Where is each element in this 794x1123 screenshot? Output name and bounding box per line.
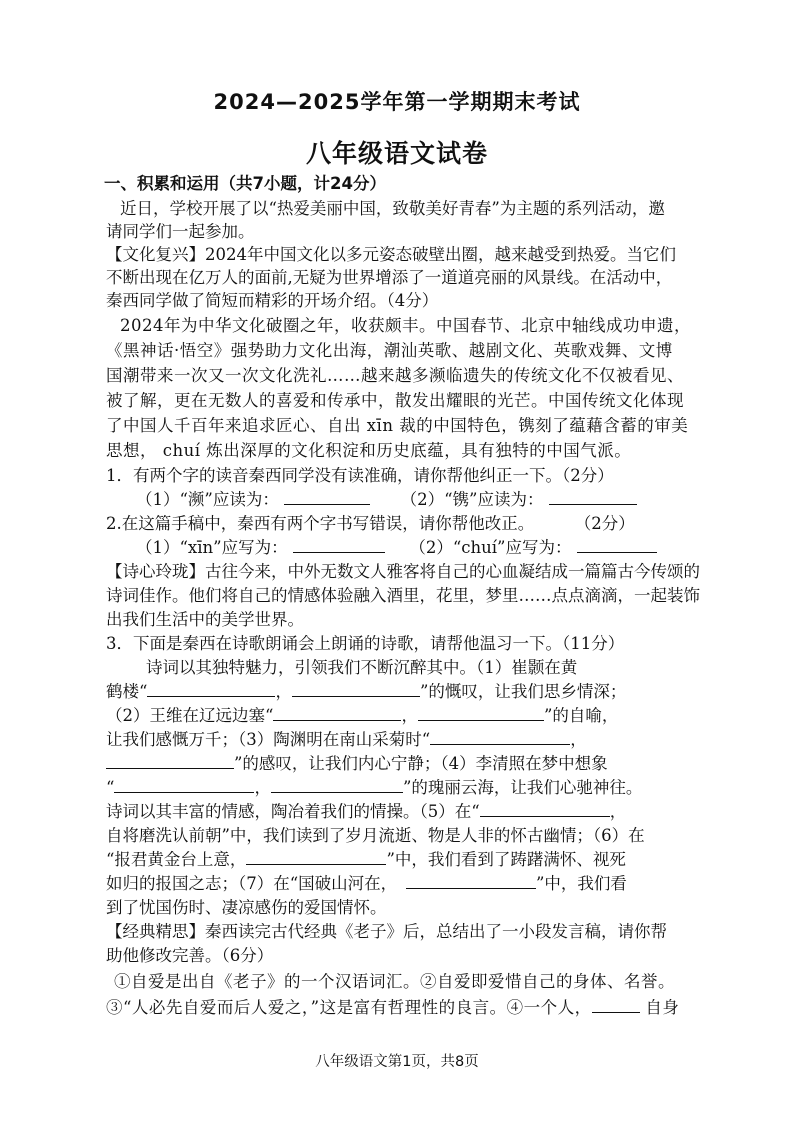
q3-line-5: [106, 752, 706, 776]
handwritten-line-5: 了中国人千百年来追求匠心、自出 xīn 裁的中国特色，镌刻了蕴藉含蓄的审美: [106, 416, 689, 435]
q3-text: “: [106, 778, 115, 797]
q3-line-10-cont: [108, 872, 708, 896]
q3-line-4: [106, 728, 706, 752]
q3-line-2: [106, 680, 706, 704]
poem-blank[interactable]: [246, 848, 386, 865]
poem-blank[interactable]: [147, 680, 275, 697]
q3-text: （2）王维在辽远边塞“: [106, 706, 274, 725]
q3-text: ”中，我们看到了踌躇满怀、视死: [386, 850, 626, 869]
q1-stem: 1．有两个字的读音秦西同学没有读准确，请你帮他纠正一下。（2分）: [106, 466, 614, 485]
classic-line-2: 助他修改完善。（6分）: [106, 946, 274, 965]
intro-line-1: 近日，学校开展了以“热爱美丽中国，致敬美好青春”为主题的系列活动，邀: [120, 199, 665, 218]
classic-handwritten-2: [106, 996, 706, 1020]
q3-line-6: [106, 776, 706, 800]
q3-text: ”的慨叹，让我们思乡情深；: [419, 682, 627, 701]
q3-text: ”的自喻，: [543, 706, 619, 725]
poem-blank[interactable]: [114, 776, 254, 793]
q3-text: ，: [275, 682, 292, 701]
q2-score: （2分）: [574, 514, 635, 533]
q1-item-2-label: （2）“镌”应读为：: [400, 490, 544, 509]
q2-items: [136, 536, 736, 560]
q2-stem-text: 2.在这篇手稿中，秦西有两个字书写错误，请你帮他改正。: [106, 514, 535, 533]
handwritten-line-4: 被了解，更在无数人的喜爱和传承中，散发出耀眼的光芒。中国传统文化体现: [106, 391, 684, 410]
q3-text: ，: [401, 706, 418, 725]
handwritten-line-1: 2024年为中华文化破圈之年，收获颇丰。中国春节、北京中轴线成功申遗，: [120, 316, 691, 335]
exam-title: 2024—2025学年第一学期期末考试: [213, 90, 581, 114]
poem-blank[interactable]: [273, 704, 401, 721]
q3-text: “报君黄金台上意，: [106, 850, 247, 869]
q3-line-1: 诗词以其独特魅力，引领我们不断沉醉其中。（1）崔颢在黄: [146, 658, 578, 677]
classic-line-1: 【经典精思】秦西读完古代经典《老子》后，总结出了一小段发言稿，请你帮: [106, 922, 667, 941]
q3-line-3: [106, 704, 706, 728]
q3-line-9: [106, 848, 706, 872]
q2-answer-blank-2[interactable]: [577, 536, 657, 553]
poem-blank[interactable]: [430, 728, 570, 745]
q3-text: ，: [254, 778, 271, 797]
paper-title: 八年级语文试卷: [305, 139, 488, 168]
culture-line-3: 秦西同学做了简短而精彩的开场介绍。（4分）: [106, 291, 439, 310]
classic-text: ③“人必先自爱而后人爱之，”这是富有哲理性的良言。④一个人，: [106, 998, 592, 1017]
section-heading: 一、积累和运用（共7小题，计24分）: [104, 174, 386, 193]
q3-line-11: 到了忧国伤时、凄凉感伤的爱国情怀。: [106, 898, 387, 917]
poem-blank[interactable]: [480, 800, 610, 817]
poem-blank[interactable]: [106, 752, 234, 769]
q2-answer-blank-1[interactable]: [293, 536, 385, 553]
q2-item-2-label: （2）“chuí”应写为：: [409, 538, 572, 557]
q3-text: 鹤楼“: [106, 682, 148, 701]
q3-text: 让我们感慨万千；（3）陶渊明在南山采菊时“: [106, 730, 431, 749]
poem-blank[interactable]: [406, 872, 536, 889]
q1-items: [136, 488, 736, 512]
classic-handwritten-1: ①自爱是出自《老子》的一个汉语词汇。②自爱即爱惜自己的身体、名誉。: [114, 972, 675, 991]
q3-text: ”的瑰丽云海，让我们心驰神往。: [402, 778, 643, 797]
q3-text: 诗词以其丰富的情感，陶冶着我们的情操。（5）在“: [106, 802, 480, 821]
handwritten-line-6: 思想， chuí 炼出深厚的文化积淀和历史底蕴，具有独特的中国气派。: [106, 441, 632, 460]
handwritten-line-2: 《黑神话·悟空》强势助力文化出海，潮汕英歌、越剧文化、英歌戏舞、文博: [106, 341, 673, 360]
q3-text: ，: [609, 802, 627, 821]
q3-line-7: [106, 800, 706, 824]
q2-item-1-label: （1）“xīn”应写为：: [136, 538, 288, 557]
classic-blank[interactable]: [592, 996, 640, 1013]
q3-text: ，: [570, 730, 587, 749]
poetry-line-3: 出我们生活中的美学世界。: [106, 610, 304, 629]
page-footer: 八年级语文第1页，共8页: [315, 1054, 479, 1070]
poem-blank[interactable]: [418, 704, 544, 721]
q1-answer-blank-2[interactable]: [549, 488, 637, 505]
q3-text: ”的感叹，让我们内心宁静；（4）李清照在梦中想象: [234, 754, 608, 773]
poem-blank[interactable]: [292, 680, 420, 697]
q3-line-8: 自将磨洗认前朝”中，我们读到了岁月流逝、物是人非的怀古幽情；（6）在: [106, 826, 645, 845]
q3-text: ”中，我们看: [536, 874, 627, 893]
q3-line-10: 如归的报国之志；（7）在“国破山河在，: [106, 874, 398, 893]
q2-stem: [106, 512, 706, 536]
q1-item-1-label: （1）“濒”应读为：: [136, 490, 279, 509]
handwritten-line-3: 国潮带来一次又一次文化洗礼……越来越多濒临遗失的传统文化不仅被看见、: [106, 366, 684, 385]
culture-line-1: 【文化复兴】2024年中国文化以多元姿态破壁出圈，越来越受到热爱。当它们: [106, 245, 676, 264]
culture-line-2: 不断出现在亿万人的面前,无疑为世界增添了一道道亮丽的风景线。在活动中，: [106, 268, 673, 287]
q3-stem: 3．下面是秦西在诗歌朗诵会上朗诵的诗歌，请帮他温习一下。（11分）: [106, 634, 625, 653]
poetry-line-1: 【诗心玲珑】古往今来，中外无数文人雅客将自己的心血凝结成一篇篇古今传颂的: [106, 562, 700, 581]
q1-answer-blank-1[interactable]: [284, 488, 370, 505]
poetry-line-2: 诗词佳作。他们将自己的情感体验融入酒里，花里，梦里……点点滴滴，一起装饰: [106, 586, 700, 605]
intro-line-2: 请同学们一起参加。: [106, 222, 255, 241]
poem-blank[interactable]: [271, 776, 403, 793]
classic-text: 自身: [645, 998, 680, 1017]
